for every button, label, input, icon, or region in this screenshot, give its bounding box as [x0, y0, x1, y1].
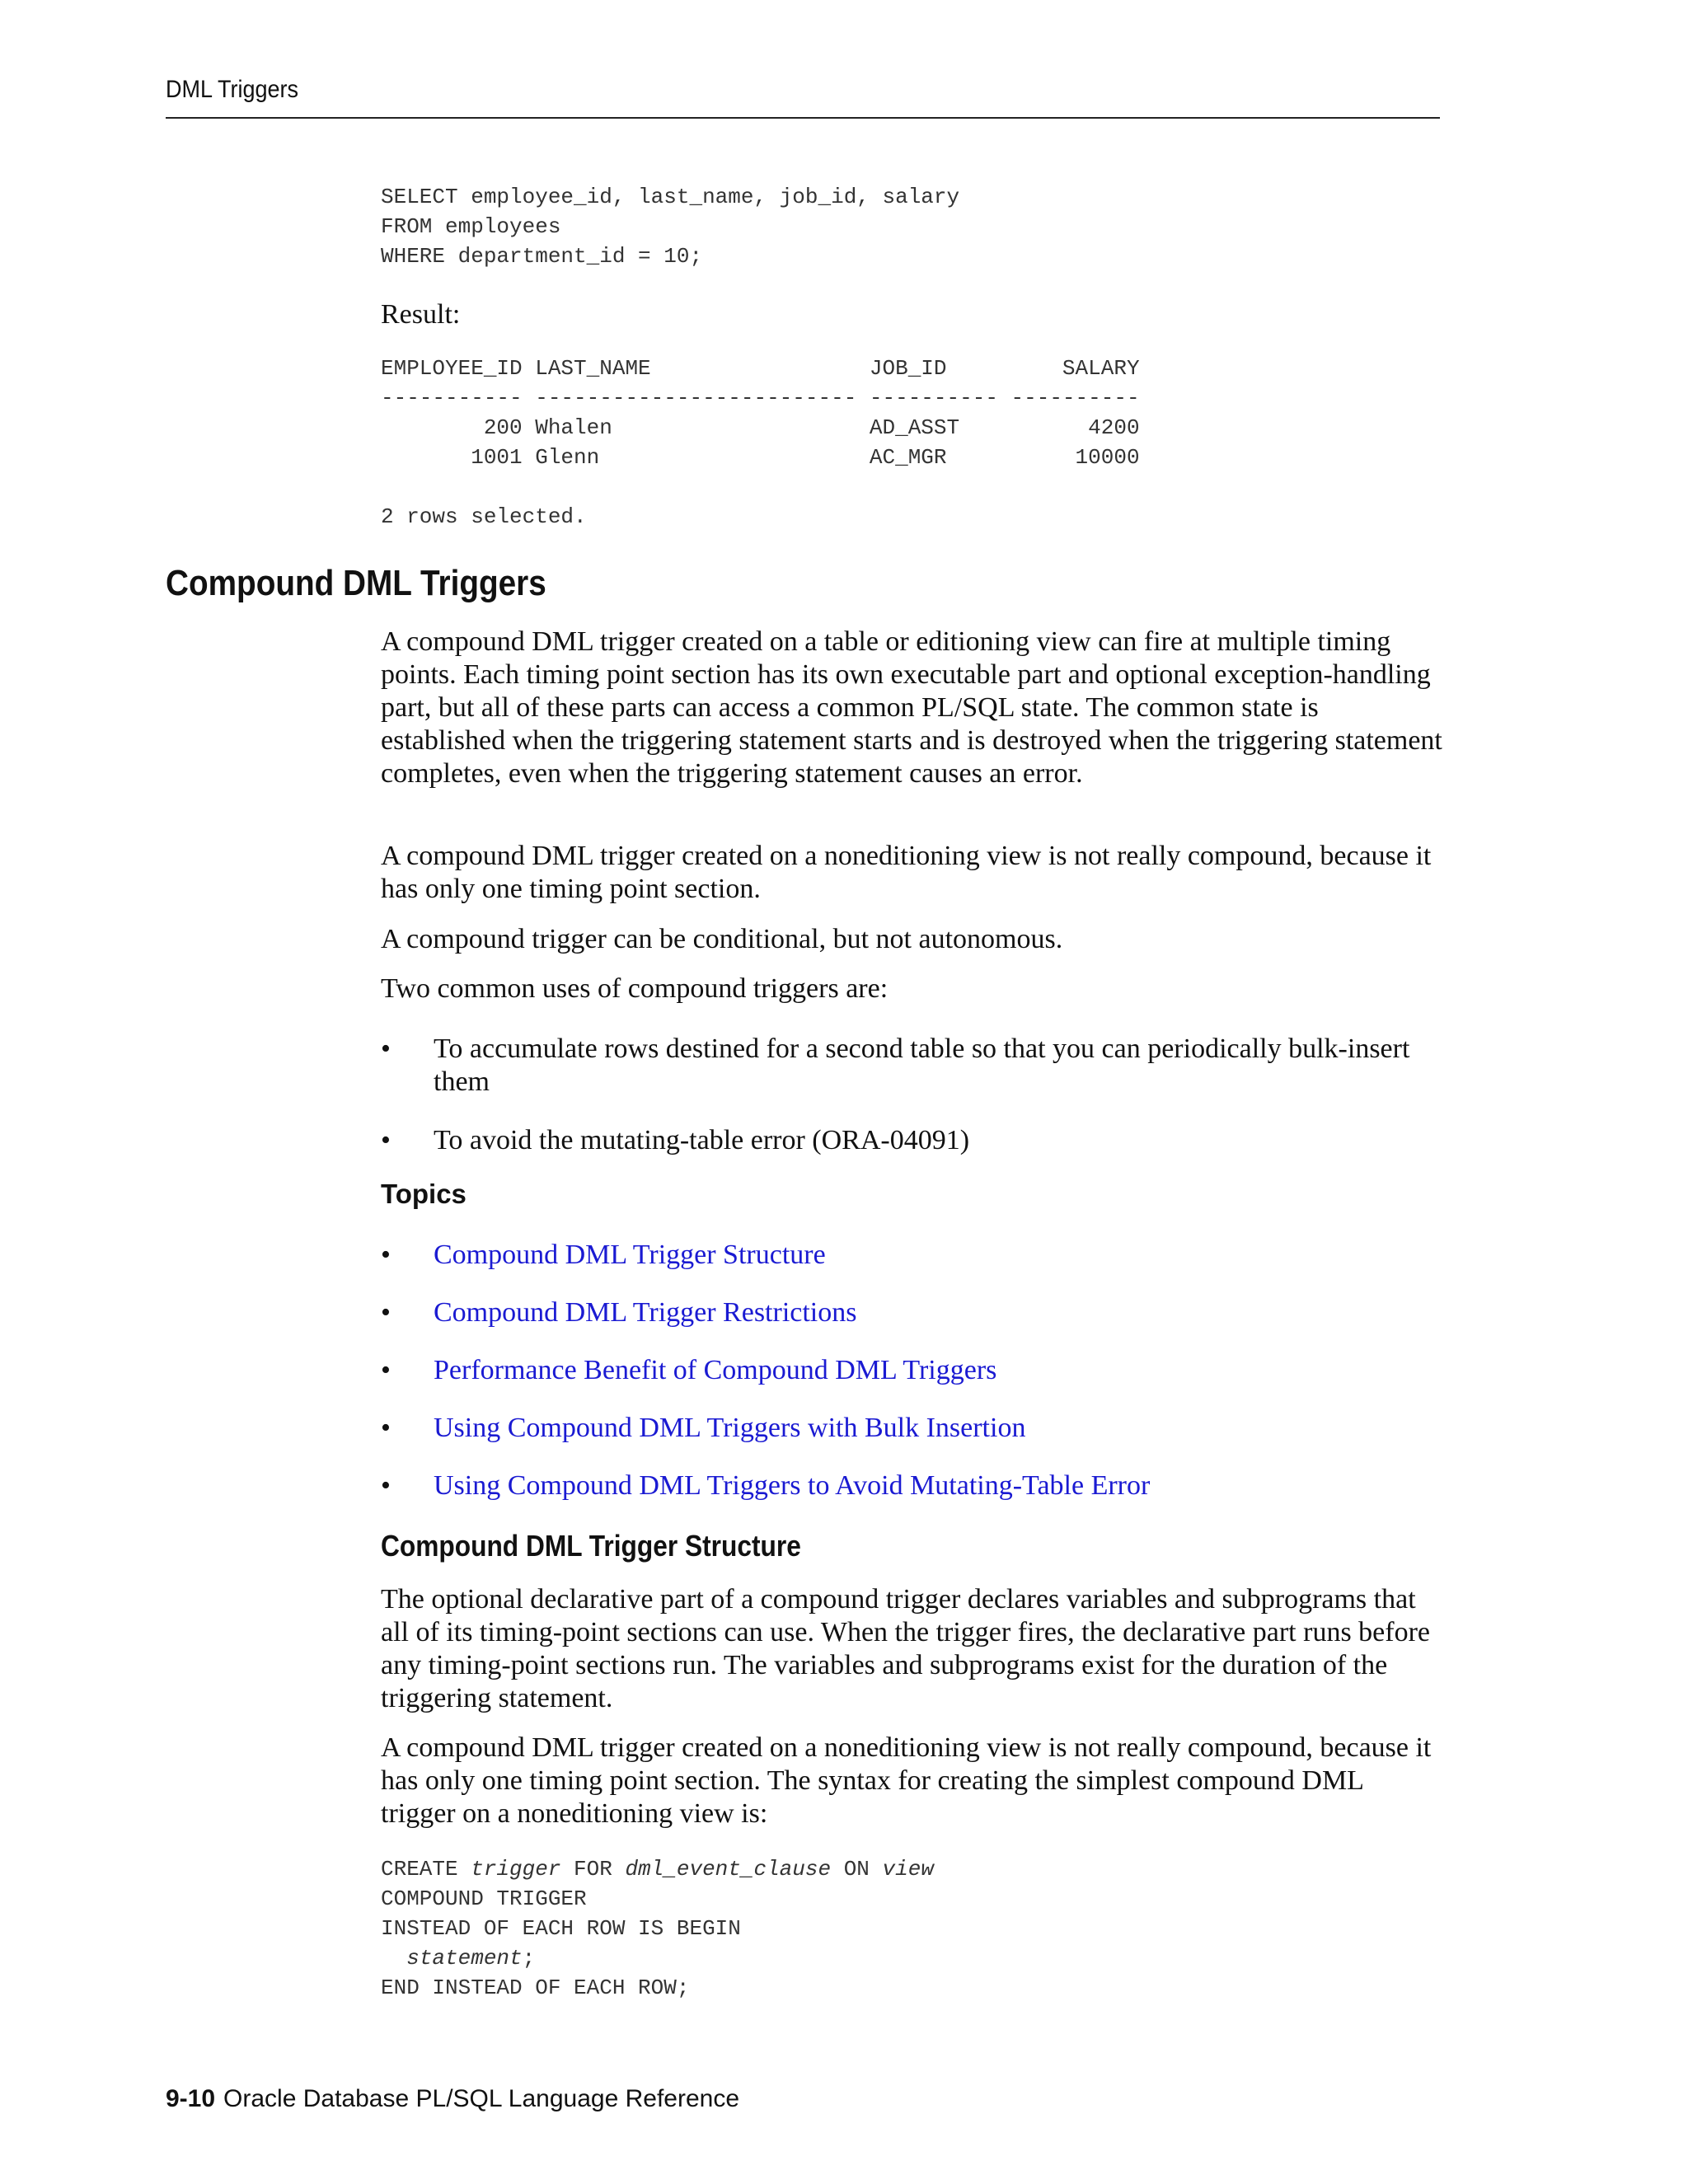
bullet-icon: • — [381, 1413, 391, 1443]
syntax-placeholder: statement — [406, 1946, 523, 1971]
list-item-text: To accumulate rows destined for a second table so that you can periodically bulk-insert them — [434, 1033, 1410, 1097]
syntax-keyword: CREATE — [381, 1857, 471, 1882]
bullet-icon: • — [381, 1125, 391, 1155]
running-header: DML Triggers — [166, 76, 299, 103]
syntax-placeholder: trigger — [471, 1857, 561, 1882]
bullet-icon: • — [381, 1240, 391, 1270]
paragraph: The optional declarative part of a compound trigger declares variables and subprograms that all of its timing-point sections can use. When the trigger fires, the declarative part runs before any timing-point sections run. The variables and subprograms exist for the duration of the triggering statement. — [381, 1584, 1431, 1713]
topic-link-performance[interactable]: Performance Benefit of Compound DML Triggers — [434, 1355, 997, 1385]
section-heading: Compound DML Triggers — [166, 563, 546, 603]
book-title: Oracle Database PL/SQL Language Reference — [223, 2085, 740, 2112]
paragraph: A compound DML trigger created on a noneditioning view is not really compound, because it has only one timing point section. The syntax for creating the simplest compound DML trigger on a noneditioning view is: — [381, 1732, 1432, 1829]
syntax-placeholder: view — [882, 1857, 934, 1882]
topic-link-bulk-insertion[interactable]: Using Compound DML Triggers with Bulk Insertion — [434, 1413, 1026, 1443]
topic-link-structure[interactable]: Compound DML Trigger Structure — [434, 1240, 826, 1270]
syntax-keyword: ON — [831, 1857, 883, 1882]
paragraph: A compound DML trigger created on a noneditioning view is not really compound, because it has only one timing point section. — [381, 841, 1432, 904]
bullet-icon: • — [381, 1355, 391, 1385]
list-item-text: To avoid the mutating-table error (ORA-04091) — [434, 1125, 970, 1155]
page-footer — [166, 2085, 739, 2113]
syntax-line: INSTEAD OF EACH ROW IS BEGIN — [381, 1916, 741, 1941]
topics-heading: Topics — [381, 1179, 467, 1209]
syntax-punct: ; — [522, 1946, 536, 1971]
code-syntax — [381, 1854, 934, 2003]
header-rule — [166, 117, 1440, 119]
bullet-icon: • — [381, 1033, 391, 1064]
syntax-keyword: FOR — [560, 1857, 626, 1882]
topic-link-restrictions[interactable]: Compound DML Trigger Restrictions — [434, 1297, 857, 1328]
syntax-line: END INSTEAD OF EACH ROW; — [381, 1975, 690, 2000]
bullet-icon: • — [381, 1297, 391, 1328]
bullet-icon: • — [381, 1470, 391, 1501]
code-query: SELECT employee_id, last_name, job_id, salary FROM employees WHERE department_id = 10; — [381, 185, 960, 269]
result-label: Result: — [381, 299, 461, 330]
page-number: 9-10 — [166, 2085, 216, 2112]
syntax-line: COMPOUND TRIGGER — [381, 1886, 587, 1911]
subsection-heading: Compound DML Trigger Structure — [381, 1529, 801, 1563]
paragraph: Two common uses of compound triggers are: — [381, 973, 889, 1004]
syntax-indent — [381, 1946, 406, 1971]
result-output: EMPLOYEE_ID LAST_NAME JOB_ID SALARY ----------- ------------------------- ---------- ---------- 200 Whalen AD_ASST 4200 1001 Glenn AC_MGR 10000 2 rows selected. — [381, 356, 1140, 529]
syntax-placeholder: dml_event_clause — [625, 1857, 832, 1882]
paragraph: A compound DML trigger created on a table or editioning view can fire at multiple timing points. Each timing point section has its own executable part and optional exception-handling part, but all of these parts can access a common PL/SQL state. The common state is established when the triggering statement starts and is destroyed when the triggering statement completes, even when the triggering statement causes an error. — [381, 626, 1442, 789]
paragraph: A compound trigger can be conditional, but not autonomous. — [381, 924, 1063, 954]
topic-link-mutating-table[interactable]: Using Compound DML Triggers to Avoid Mutating-Table Error — [434, 1470, 1151, 1501]
